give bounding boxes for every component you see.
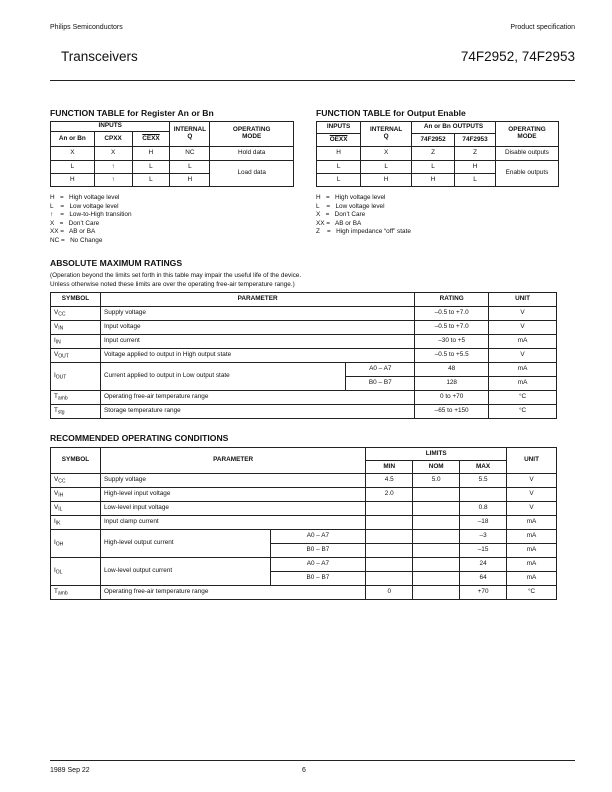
table-row: H ↑ L H <box>51 174 294 187</box>
table-row: B0 – B7 64 mA <box>51 572 557 586</box>
table-row: $V_{IL}$ Low-level input voltage 0.8 V <box>51 502 557 516</box>
th-74f2952: 74F2952 <box>412 134 455 147</box>
table-row: B0 – B7 –15 mA <box>51 544 557 558</box>
footer-date: 1989 Sep 22 <box>50 767 90 774</box>
ft-output-title: FUNCTION TABLE for Output Enable <box>316 108 466 118</box>
page-title: Transceivers <box>61 49 138 64</box>
table-row: $I_{IN}$ Input current –30 to +5 mA <box>51 335 557 349</box>
table-row: $I_{OH}$ High-level output current A0 – A7 –3 mA <box>51 530 557 544</box>
th-unit: UNIT <box>507 448 557 474</box>
abs-max-table <box>50 292 557 419</box>
th-max: MAX <box>460 461 507 474</box>
th-nom: NOM <box>413 461 460 474</box>
table-row: $V_{OUT}$ Voltage applied to output in High output state –0.5 to +5.5 V <box>51 349 557 363</box>
rec-op-title: RECOMMENDED OPERATING CONDITIONS <box>50 433 229 443</box>
table-row: $T_{stg}$ Storage temperature range –65 to +150 °C <box>51 405 557 419</box>
table-row: $T_{amb}$ Operating free-air temperature range 0 to +70 °C <box>51 391 557 405</box>
th-74f2953: 74F2953 <box>455 134 496 147</box>
table-row: L H H L <box>317 174 559 187</box>
footer-rule <box>50 760 575 761</box>
th-limits: LIMITS <box>366 448 507 461</box>
header-rule <box>50 80 575 81</box>
table-row: L L L H Enable outputs <box>317 161 559 174</box>
ft-output-table <box>316 121 559 187</box>
th-symbol: SYMBOL <box>51 448 101 474</box>
table-row: $I_{OL}$ Low-level output current A0 – A7 24 mA <box>51 558 557 572</box>
th-min: MIN <box>366 461 413 474</box>
ft-output-legend: H = High voltage level L = Low voltage level X = Don’t Care XX = AB or BA Z = High impedance “off” state <box>316 194 411 236</box>
table-row: $V_{CC}$ Supply voltage –0.5 to +7.0 V <box>51 307 557 321</box>
th-inputs: INPUTS <box>317 122 361 134</box>
ft-register-table <box>50 121 294 187</box>
th-operating-mode: OPERATING MODE <box>210 122 294 147</box>
table-row: X X H NC Hold data <box>51 147 294 161</box>
ft-register-legend: H = High voltage level L = Low voltage level ↑ = Low-to-High transition X = Don’t Care XX = AB or BA NC = No Change <box>50 194 132 244</box>
th-rating: RATING <box>415 293 489 307</box>
th-parameter: PARAMETER <box>100 293 414 307</box>
abs-max-title: ABSOLUTE MAXIMUM RATINGS <box>50 258 183 268</box>
part-numbers: 74F2952, 74F2953 <box>460 49 575 64</box>
table-row: B0 – B7 128 mA <box>51 377 557 391</box>
th-inputs: INPUTS <box>51 122 170 132</box>
company-name: Philips Semiconductors <box>50 24 123 31</box>
document-type: Product specification <box>510 24 575 31</box>
table-row: $T_{amb}$ Operating free-air temperature range 0 +70 °C <box>51 586 557 600</box>
th-internal-q: INTERNAL Q <box>170 122 210 147</box>
table-row: $I_{OUT}$ Current applied to output in Low output state A0 – A7 48 mA <box>51 363 557 377</box>
table-row: $V_{IH}$ High-level input voltage 2.0 V <box>51 488 557 502</box>
table-row: L ↑ L L Load data <box>51 161 294 174</box>
table-row: $V_{IN}$ Input voltage –0.5 to +7.0 V <box>51 321 557 335</box>
th-unit: UNIT <box>489 293 557 307</box>
rec-op-table <box>50 447 557 600</box>
th-oexx: OEXX <box>317 134 361 147</box>
th-operating-mode: OPERATING MODE <box>495 122 558 147</box>
th-symbol: SYMBOL <box>51 293 101 307</box>
ft-register-title: FUNCTION TABLE for Register An or Bn <box>50 108 214 118</box>
page-number: 6 <box>302 767 306 774</box>
th-cpxx: CPXX <box>94 132 132 147</box>
table-row: H X Z Z Disable outputs <box>317 147 559 161</box>
th-cexx: CEXX <box>132 132 170 147</box>
abs-max-note: (Operation beyond the limits set forth in this table may impair the useful life of the device. Unless otherwise noted these limits are over the operating free-air temperature range.) <box>50 272 302 288</box>
th-outputs: An or Bn OUTPUTS <box>412 122 496 134</box>
th-an-bn: An or Bn <box>51 132 95 147</box>
table-row: $V_{CC}$ Supply voltage 4.5 5.0 5.5 V <box>51 474 557 488</box>
th-parameter: PARAMETER <box>100 448 365 474</box>
table-row: $I_{IK}$ Input clamp current –18 mA <box>51 516 557 530</box>
th-internal-q: INTERNAL Q <box>361 122 412 147</box>
